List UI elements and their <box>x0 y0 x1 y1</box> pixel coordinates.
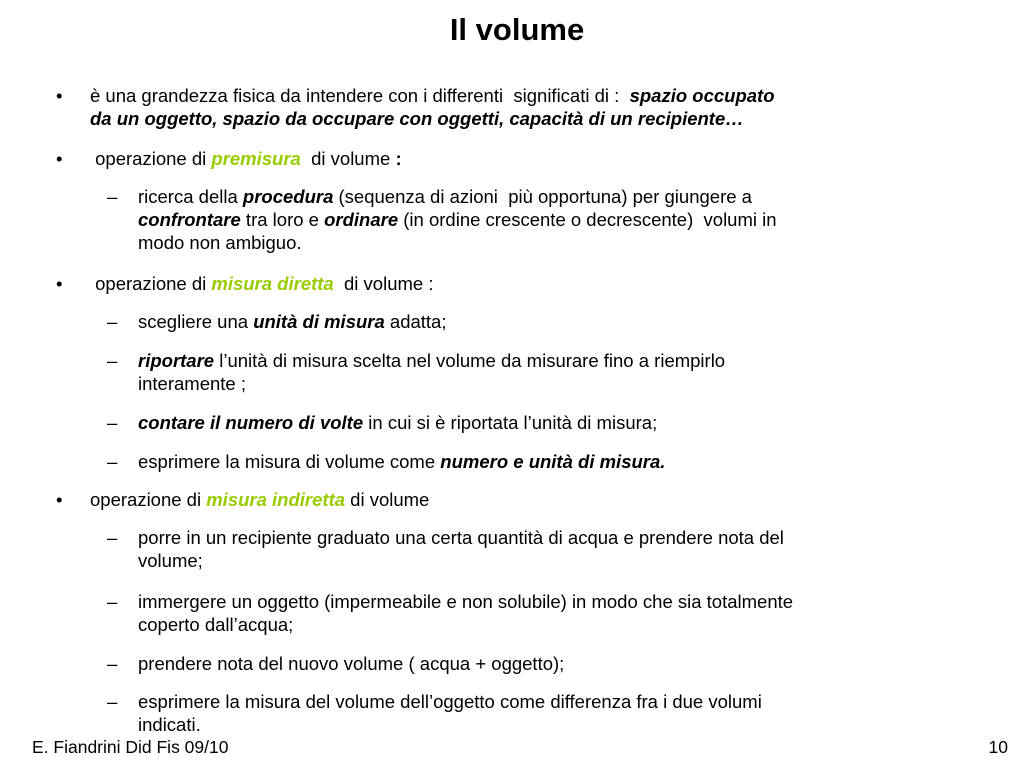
bullet-text: (sequenza di azioni più opportuna) per giungere a <box>333 186 752 207</box>
bullet-marker: • <box>56 148 63 169</box>
bullet-text: l’unità di misura scelta nel volume da misurare fino a riempirlo <box>214 350 726 371</box>
bullet-text: porre in un recipiente graduato una certa quantità di acqua e prendere nota del <box>138 527 784 548</box>
bullet-marker: – <box>107 653 118 674</box>
bullet-text: riportare <box>138 350 215 371</box>
sub-bullet-item <box>107 526 784 572</box>
bullet-text: immergere un oggetto (impermeabile e non solubile) in modo che sia totalmente <box>138 591 794 612</box>
bullet-marker: • <box>56 489 63 510</box>
bullet-marker: – <box>107 691 118 712</box>
bullet-text: operazione di <box>90 489 207 510</box>
bullet-text: scegliere una <box>138 311 254 332</box>
bullet-marker: • <box>56 85 63 106</box>
sub-bullet-item <box>107 590 794 636</box>
bullet-marker: – <box>107 350 118 371</box>
bullet-text: : <box>395 148 402 169</box>
footer-author: E. Fiandrini Did Fis 09/10 <box>32 737 229 757</box>
bullet-text: prendere nota del nuovo volume ( acqua + oggetto); <box>138 653 565 674</box>
bullet-text: coperto dall’acqua; <box>138 614 294 635</box>
bullet-text: esprimere la misura di volume come <box>138 451 441 472</box>
bullet-text: misura diretta <box>211 273 334 294</box>
bullet-item <box>56 272 434 295</box>
bullet-marker: – <box>107 311 118 332</box>
bullet-marker: – <box>107 186 118 207</box>
bullet-text: volume; <box>138 550 203 571</box>
bullet-text: contare il numero di volte <box>138 412 364 433</box>
bullet-text: operazione di <box>90 148 212 169</box>
bullet-text: modo non ambiguo. <box>138 232 302 253</box>
bullet-text: ricerca della <box>138 186 243 207</box>
sub-bullet-item <box>107 411 658 434</box>
bullet-text: adatta; <box>384 311 447 332</box>
bullet-text: esprimere la misura del volume dell’oggetto come differenza fra i due volumi <box>138 691 762 712</box>
bullet-marker: – <box>107 412 118 433</box>
bullet-text: interamente ; <box>138 373 246 394</box>
sub-bullet-item <box>107 310 447 333</box>
bullet-marker: – <box>107 451 118 472</box>
bullet-text: procedura <box>242 186 334 207</box>
bullet-item <box>56 488 430 511</box>
bullet-text: ordinare <box>324 209 399 230</box>
sub-bullet-item <box>107 185 777 254</box>
bullet-text: di volume <box>300 148 396 169</box>
sub-bullet-item <box>107 349 726 395</box>
bullet-text: unità di misura <box>253 311 385 332</box>
sub-bullet-item <box>107 450 666 473</box>
bullet-text: è una grandezza fisica da intendere con i differenti significati di : <box>90 85 630 106</box>
slide-title: Il volume <box>449 12 585 47</box>
sub-bullet-item <box>107 652 565 675</box>
bullet-text: confrontare <box>138 209 241 230</box>
bullet-text: spazio occupato <box>629 85 775 106</box>
footer-page-number: 10 <box>988 737 1008 757</box>
bullet-text: tra loro e <box>240 209 325 230</box>
bullet-marker: – <box>107 527 118 548</box>
bullet-item <box>56 147 402 170</box>
bullet-marker: • <box>56 273 63 294</box>
bullet-text: indicati. <box>138 714 201 735</box>
bullet-text: premisura <box>211 148 301 169</box>
bullet-text: in cui si è riportata l’unità di misura; <box>363 412 658 433</box>
bullet-text: (in ordine crescente o decrescente) volumi in <box>398 209 777 230</box>
sub-bullet-item <box>107 690 762 736</box>
bullet-text: di volume : <box>333 273 434 294</box>
bullet-item <box>56 84 775 130</box>
bullet-marker: – <box>107 591 118 612</box>
bullet-text: misura indiretta <box>206 489 346 510</box>
bullet-text: operazione di <box>90 273 212 294</box>
bullet-text: di volume <box>345 489 430 510</box>
bullet-text: da un oggetto, spazio da occupare con oggetti, capacità di un recipiente… <box>90 108 744 129</box>
bullet-text: numero e unità di misura. <box>440 451 666 472</box>
